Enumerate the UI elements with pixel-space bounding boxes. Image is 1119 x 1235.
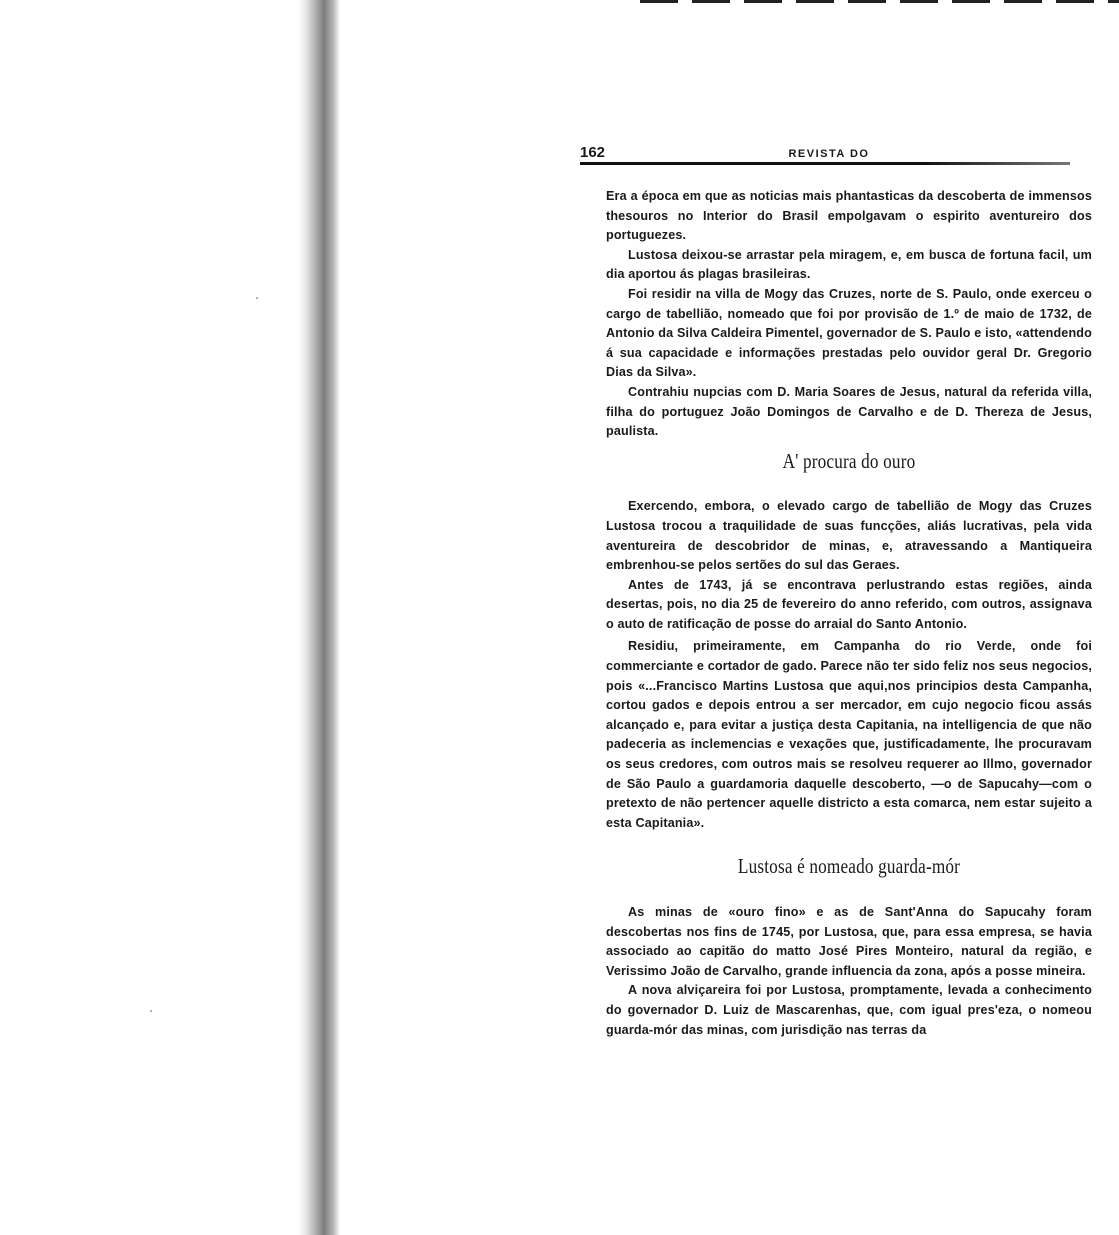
paragraph: Exercendo, embora, o elevado cargo de tabellião de Mogy das Cruzes Lustosa trocou a traquilidade de suas funcções, aliás lucrativas, pela vida aventureira de descobridor de minas, e, atravessando a Mantiqueira embrenhou-se pelos sertões do sul das Geraes. (606, 499, 1092, 573)
paragraph: Antes de 1743, já se encontrava perlustrando estas regiões, ainda desertas, pois, no dia 25 de fevereiro do anno referido, com outros, assignava o auto de ratificação de posse do arraial do Santo Antonio. (606, 577, 1092, 631)
paragraph: Lustosa deixou-se arrastar pela miragem, e, em busca de fortuna facil, um dia aportou ás plagas brasileiras. (606, 247, 1092, 282)
section-heading: A' procura do ouro (782, 448, 916, 473)
page-body (606, 187, 1092, 1040)
section-heading: Lustosa é nomeado guarda-mór (737, 854, 961, 879)
running-head (568, 140, 1090, 162)
page-number: 162 (580, 144, 606, 161)
paragraph: As minas de «ouro fino» e as de Sant'Anna do Sapucahy foram descobertas nos fins de 1745, por Lustosa, que, para essa empresa, se havia associado ao capitão do matto José Pires Monteiro, natural da região, e Verissimo João de Carvalho, grande influencia da zona, após a posse mineira. (606, 905, 1092, 978)
paragraph: Era a época em que as noticias mais phantasticas da descoberta de immensos thesouros no Interior do Brasil empolgavam o espirito aventureiro dos portuguezes. (606, 189, 1092, 243)
running-title: REVISTA DO (788, 148, 870, 160)
paragraph: A nova alviçareira foi por Lustosa, promptamente, levada a conhecimento do governador D. Luiz de Mascarenhas, que, com igual pres'eza, o nomeou guarda-mór das minas, com jurisdição nas terras da (606, 983, 1092, 1037)
header-rule (580, 162, 1070, 165)
paragraph: Residiu, primeiramente, em Campanha do rio Verde, onde foi commerciante e cortador de gado. Parece não ter sido feliz nos seus negocios, pois «...Francisco Martins Lustosa que aqui,nos principios desta Campanha, cortou gados e depois entrou a ser mercador, em cujo negocio ficou assás alcançado e, para evitar a justiça desta Capitania, na intelligencia de que não padeceria as inclemencias e vexações que, justificadamente, lhe procuravam os seus credores, com outros mais se resolveu requerer ao Illmo, governador de São Paulo a guardamoria daquelle descoberto, —o de Sapucahy—com o pretexto de não pertencer aquelle districto a esta comarca, nem estar sujeito a esta Capitania». (606, 639, 1092, 830)
paragraph: Contrahiu nupcias com D. Maria Soares de Jesus, natural da referida villa, filha do portuguez João Domingos de Carvalho e de D. Thereza de Jesus, paulista. (606, 384, 1092, 439)
paragraph: Foi residir na villa de Mogy das Cruzes, norte de S. Paulo, onde exerceu o cargo de tabellião, nomeado que foi por provisão de 1.º de maio de 1732, de Antonio da Silva Caldeira Pimentel, governador de S. Paulo e isto, «attendendo á sua capacidade e informações prestadas pelo ouvidor geral Dr. Gregorio Dias da Silva». (606, 286, 1092, 380)
book-binding-shadow (298, 0, 340, 1235)
paper-speck (150, 1010, 152, 1012)
left-blank-page (0, 0, 345, 1235)
paper-speck (256, 297, 258, 299)
book-page (568, 140, 1090, 1040)
top-edge-marks (640, 0, 1119, 3)
